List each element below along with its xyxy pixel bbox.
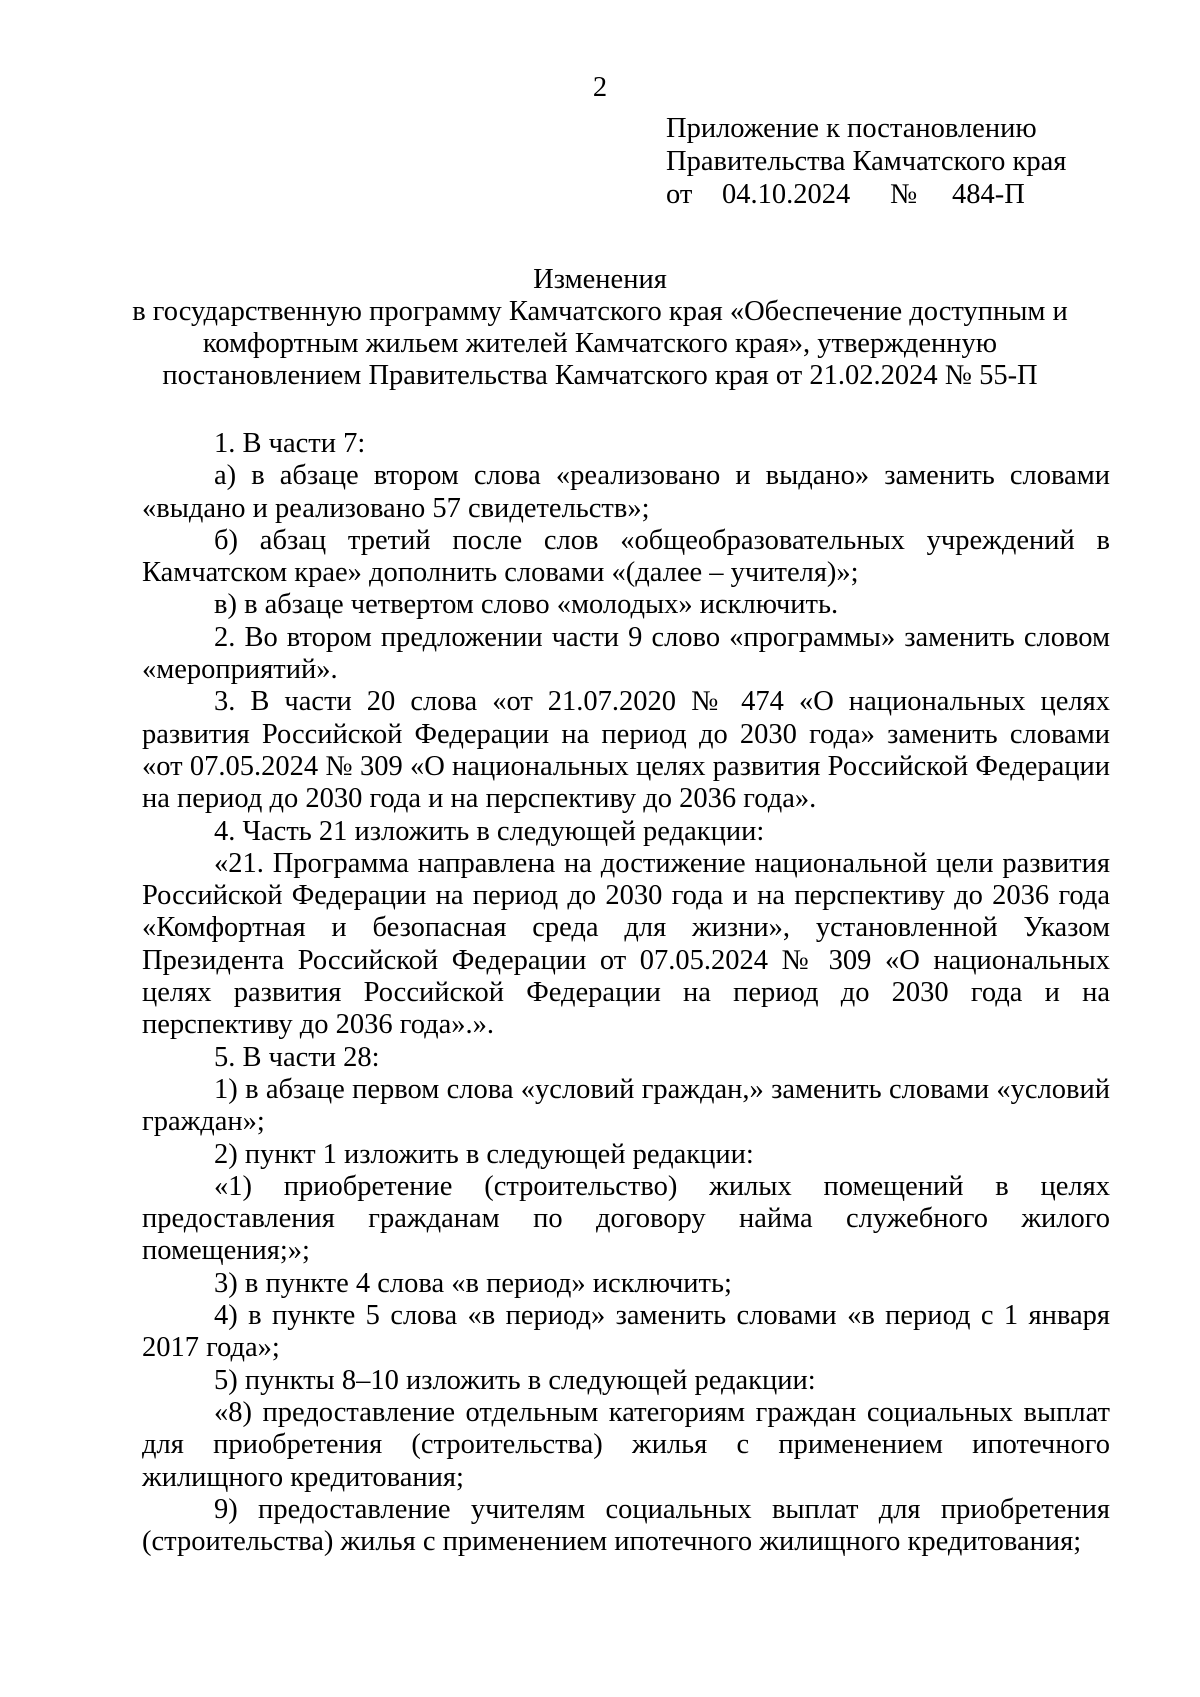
paragraph-8: «21. Программа направлена на достижение национальной цели развития Российской Федерации на период до 2030 года и на перспективу до 2036 года «Комфортная и безопасная среда для жизни», установленной Указом Президента Российской Федерации от 07.05.2024 № 309 «О национальных целях развития Российской Федерации на период до 2030 года и на перспективу до 2036 года».».	[142, 847, 1110, 1041]
attachment-from-label: от	[666, 179, 693, 210]
paragraph-7: 4. Часть 21 изложить в следующей редакции:	[214, 815, 765, 847]
title-line-1: в государственную программу Камчатского края «Обеспечение доступным и	[132, 296, 1068, 327]
paragraph-17: 9) предоставление учителям социальных выплат для приобретения (строительства) жилья с применением ипотечного жилищного кредитования;	[142, 1493, 1110, 1558]
document-body	[142, 428, 1110, 1558]
attachment-number: 484-П	[952, 179, 1025, 210]
attachment-header	[666, 112, 1066, 211]
paragraph-4: в) в абзаце четвертом слово «молодых» исключить.	[214, 589, 839, 621]
title-heading: Изменения	[533, 264, 667, 295]
attachment-number-sign: №	[890, 179, 918, 210]
paragraph-9: 5. В части 28:	[214, 1041, 380, 1073]
title-line-3: постановлением Правительства Камчатского края от 21.02.2024 № 55-П	[162, 360, 1038, 391]
paragraph-10: 1) в абзаце первом слова «условий граждан,» заменить словами «условий граждан»;	[142, 1073, 1110, 1138]
paragraph-1: 1. В части 7:	[214, 428, 366, 459]
attachment-line-1: Приложение к постановлению	[666, 113, 1037, 144]
paragraph-11: 2) пункт 1 изложить в следующей редакции:	[214, 1138, 754, 1170]
page-number: 2	[592, 72, 608, 103]
paragraph-12: «1) приобретение (строительство) жилых помещений в целях предоставления гражданам по договору найма служебного жилого помещения;»;	[142, 1170, 1110, 1267]
paragraph-15: 5) пункты 8–10 изложить в следующей редакции:	[214, 1364, 816, 1396]
attachment-date-line	[666, 178, 1066, 211]
paragraph-14: 4) в пункте 5 слова «в период» заменить словами «в период с 1 января 2017 года»;	[142, 1300, 1110, 1364]
paragraph-6: 3. В части 20 слова «от 21.07.2020 № 474 «О национальных целях развития Российской Федерации на период до 2030 года» заменить словами «от 07.05.2024 № 309 «О национальных целях развития Российской Федерации на период до 2030 года и на перспективу до 2036 года».	[142, 686, 1110, 815]
paragraph-5: 2. Во втором предложении части 9 слово «программы» заменить словом «мероприятий».	[142, 621, 1110, 686]
paragraph-2: а) в абзаце втором слова «реализовано и выдано» заменить словами «выдано и реализовано 57 свидетельств»;	[142, 460, 1110, 524]
document-title	[0, 264, 1200, 392]
paragraph-3: б) абзац третий после слов «общеобразовательных учреждений в Камчатском крае» дополнить словами «(далее – учителя)»;	[142, 524, 1110, 589]
attachment-line-2: Правительства Камчатского края	[666, 146, 1067, 177]
title-line-2: комфортным жильем жителей Камчатского края», утвержденную	[202, 328, 998, 359]
paragraph-13: 3) в пункте 4 слова «в период» исключить;	[214, 1267, 732, 1299]
attachment-date: 04.10.2024	[722, 179, 851, 210]
paragraph-16: «8) предоставление отдельным категориям граждан социальных выплат для приобретения (строительства) жилья с применением ипотечного жилищного кредитования;	[142, 1396, 1110, 1493]
